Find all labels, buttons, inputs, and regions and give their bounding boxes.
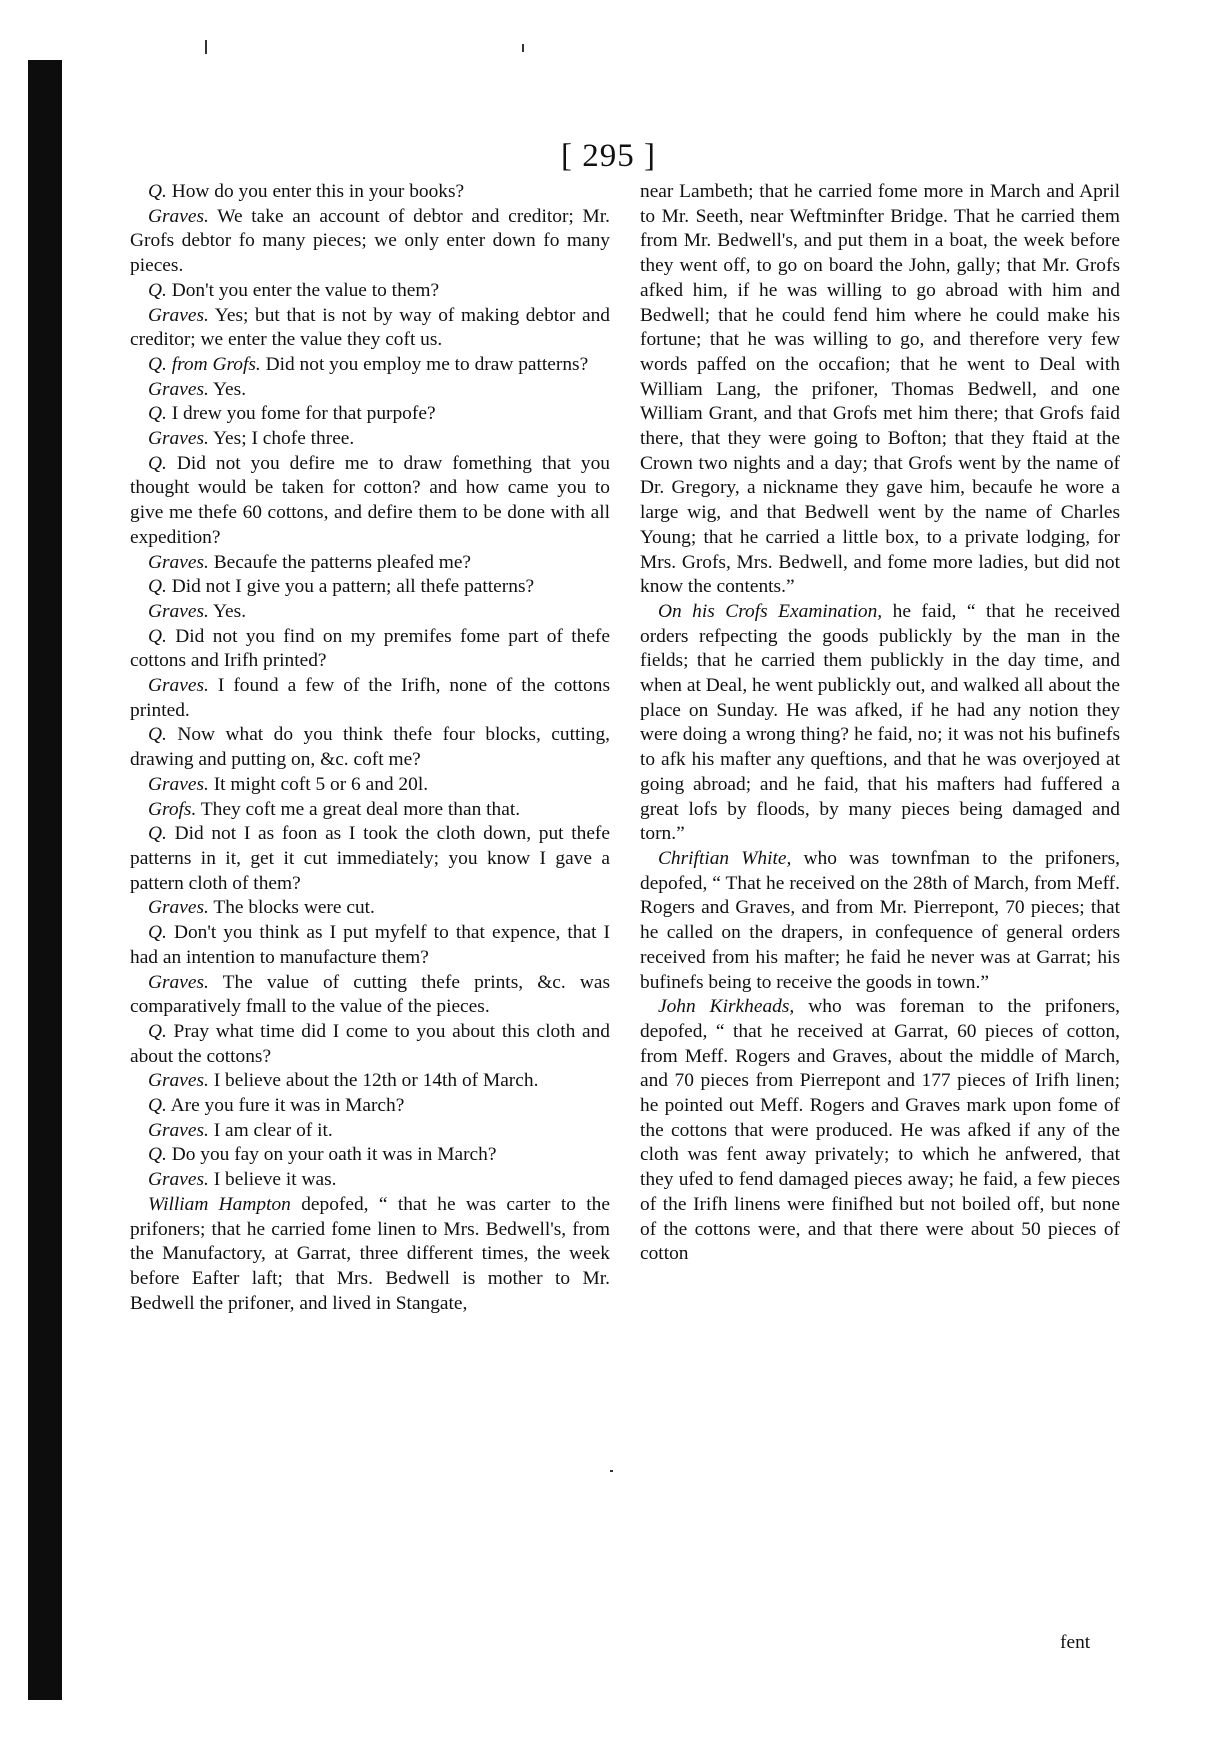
paragraph-text: Did not I give you a pattern; all thefe patterns? — [171, 576, 535, 598]
speaker-label: Graves. — [148, 1169, 209, 1191]
paragraph-text: Yes. — [213, 378, 247, 400]
speaker-label: Q. from Grofs. — [148, 353, 261, 375]
paragraph — [130, 353, 610, 378]
paragraph-text: depofed, “ that he was carter to the prifoners; that he carried fome linen to Mrs. Bedwell's, from the Manufactory, at Garrat, three different times, the week before Eafter laft; that Mrs. Bedwell is mother to Mr. Bedwell the prifoner, and lived in Stangate, — [130, 1193, 610, 1314]
paragraph — [130, 1020, 610, 1069]
speaker-label: Q. — [148, 576, 167, 598]
paragraph — [130, 304, 610, 353]
speaker-label: Q. — [148, 279, 167, 301]
speaker-label: Q. — [148, 922, 167, 944]
paragraph — [130, 1143, 610, 1168]
speaker-label: Q. — [148, 823, 167, 845]
speaker-label: Q. — [148, 1095, 167, 1117]
speaker-label: On his Crofs Examination, — [658, 600, 883, 622]
paragraph-text: I drew you fome for that purpofe? — [171, 403, 436, 425]
speaker-label: Chriftian White, — [658, 847, 792, 869]
speaker-label: Q. — [148, 724, 167, 746]
paragraph — [130, 427, 610, 452]
speaker-label: Graves. — [148, 205, 209, 227]
paragraph — [130, 921, 610, 970]
speaker-label: Graves. — [148, 675, 209, 697]
speaker-label: Graves. — [148, 304, 209, 326]
paragraph — [130, 674, 610, 723]
book-binding-edge — [28, 60, 62, 1700]
paragraph — [130, 279, 610, 304]
speaker-label: Q. — [148, 625, 167, 647]
speaker-label: Q. — [148, 1020, 167, 1042]
paragraph — [640, 180, 1120, 600]
speaker-label: Graves. — [148, 773, 209, 795]
paragraph-text: he faid, “ that he received orders refpecting the goods publickly by the man in the fields; that he carried them publickly in the day time, and when at Deal, he went publickly out, and walked all about the place on Sunday. He was afked, if he had any notion they were doing a wrong thing? he faid, no; it was not his bufinefs to afk his mafter any queftions, and that he was overjoyed at going abroad; and he faid, that his mafters had fuffered a great lofs by floods, by many pieces being damaged and torn.” — [640, 600, 1120, 845]
paragraph — [640, 847, 1120, 995]
paragraph — [130, 896, 610, 921]
paragraph-text: I am clear of it. — [213, 1119, 333, 1141]
paragraph — [130, 180, 610, 205]
paragraph — [130, 575, 610, 600]
paragraph-text: The value of cutting thefe prints, &c. was comparatively fmall to the value of the pieces. — [130, 971, 610, 1018]
speaker-label: William Hampton — [148, 1193, 291, 1215]
speaker-label: Q. — [148, 403, 167, 425]
paragraph-text: We take an account of debtor and creditor; Mr. Grofs debtor fo many pieces; we only enter down fo many pieces. — [130, 205, 611, 277]
speaker-label: Graves. — [148, 971, 209, 993]
right-column — [640, 180, 1120, 1267]
paragraph — [130, 971, 610, 1020]
paragraph — [130, 822, 610, 896]
paragraph-text: Don't you enter the value to them? — [171, 279, 440, 301]
paragraph-text: Pray what time did I come to you about this cloth and about the cottons? — [130, 1020, 610, 1067]
binding-mark — [34, 64, 46, 74]
paragraph-text: I believe about the 12th or 14th of March. — [213, 1070, 539, 1092]
paragraph-text: Did not you employ me to draw patterns? — [265, 353, 589, 375]
paragraph — [130, 1119, 610, 1144]
paragraph-text: How do you enter this in your books? — [171, 181, 465, 202]
paragraph-text: The blocks were cut. — [213, 897, 375, 919]
speaker-label: Q. — [148, 1144, 167, 1166]
speaker-label: John Kirkheads, — [658, 996, 795, 1018]
speaker-label: Graves. — [148, 1070, 209, 1092]
scan-speck — [522, 44, 524, 52]
speaker-label: Grofs. — [148, 798, 197, 820]
speaker-label: Graves. — [148, 551, 209, 573]
paragraph-text: who was townfman to the prifoners, depofed, “ That he received on the 28th of March, from Meff. Rogers and Graves, and from Mr. Pierrepont, 70 pieces; that he called on the drapers, in confequence of general orders received from his mafter; he faid he never was at Garrat; his bufinefs being to receive the goods in town.” — [640, 847, 1121, 993]
paragraph — [130, 798, 610, 823]
paragraph-text: Are you fure it was in March? — [170, 1095, 405, 1117]
catchword: fent — [1060, 1632, 1091, 1653]
paragraph — [130, 600, 610, 625]
paragraph — [130, 378, 610, 403]
paragraph-text: Yes; I chofe three. — [213, 428, 355, 450]
paragraph-text: I believe it was. — [213, 1169, 337, 1191]
scan-speck — [205, 40, 207, 54]
paragraph-text: near Lambeth; that he carried fome more in March and April to Mr. Seeth, near Weftminfter Bridge. That he carried them from Mr. Bedwell's, and put them in a boat, the week before they went off, to go on board the John, gally; that Mr. Grofs afked him, if he was willing to go abroad with him and Bedwell; that he could fend him where he could make his fortune; that he was willing to go, and therefore very few words paffed on the occafion; that he went to Deal with William Lang, the prifoner, Thomas Bedwell, and one William Grant, and that Grofs met him there; that Grofs faid there, that they were going to Bofton; that they ftaid at the Crown two nights and a day; that Grofs went by the name of Dr. Gregory, a nickname they gave him, becaufe he wore a large wig, and that Bedwell went by the name of Charles Young; that he carried a little box, to a private lodging, for Mrs. Grofs, Mrs. Bedwell, and fome more ladies, but did not know the contents.” — [640, 181, 1120, 598]
paragraph — [640, 600, 1120, 847]
paragraph — [130, 1094, 610, 1119]
speaker-label: Graves. — [148, 600, 209, 622]
paragraph — [130, 625, 610, 674]
paragraph — [130, 723, 610, 772]
speaker-label: Graves. — [148, 428, 209, 450]
speaker-label: Q. — [148, 181, 167, 202]
speaker-label: Graves. — [148, 1119, 209, 1141]
paragraph — [130, 402, 610, 427]
paragraph-text: I found a few of the Irifh, none of the cottons printed. — [130, 675, 610, 721]
paragraph-text: Becaufe the patterns pleafed me? — [213, 551, 472, 573]
paragraph-text: Don't you think as I put myfelf to that expence, that I had an intention to manufacture them? — [130, 922, 610, 968]
paragraph-text: Yes. — [213, 600, 247, 622]
paragraph — [640, 995, 1120, 1267]
paragraph — [130, 1168, 610, 1193]
scan-speck — [610, 1470, 613, 1472]
speaker-label: Graves. — [148, 378, 209, 400]
paragraph-text: Did not you defire me to draw fomething that you thought would be taken for cotton? and how came you to give me thefe 60 cottons, and defire them to be done with all expedition? — [130, 452, 610, 548]
left-column — [130, 180, 610, 1316]
paragraph — [130, 551, 610, 576]
paragraph — [130, 1069, 610, 1094]
speaker-label: Q. — [148, 452, 167, 474]
paragraph-text: Did not you find on my premifes fome part of thefe cottons and Irifh printed? — [130, 625, 610, 672]
paragraph-text: Now what do you think thefe four blocks, cutting, drawing and putting on, &c. coft me? — [130, 724, 610, 771]
paragraph-text: Yes; but that is not by way of making debtor and creditor; we enter the value they coft us. — [130, 304, 610, 351]
paragraph-text: It might coft 5 or 6 and 20l. — [213, 773, 429, 795]
page-number: [ 295 ] — [561, 138, 656, 174]
paragraph-text: Do you fay on your oath it was in March? — [171, 1144, 497, 1166]
paragraph-text: who was foreman to the prifoners, depofed, “ that he received at Garrat, 60 pieces of cotton, from Meff. Rogers and Graves, about the middle of March, and 70 pieces from Pierrepont and 177 pieces of Irifh linen; he pointed out Meff. Rogers and Graves mark upon fome of the cottons that were produced. He was afked if any of the cloth was fent away privately; to which he anfwered, that they ufed to fend damaged pieces away; he faid, a few pieces of the Irifh linens were finifhed but not boiled off, but none of the cottons were, and that there were about 50 pieces of cotton — [640, 996, 1120, 1265]
paragraph-text: They coft me a great deal more than that. — [200, 798, 521, 820]
paragraph — [130, 205, 610, 279]
paragraph — [130, 773, 610, 798]
paragraph-text: Did not I as foon as I took the cloth down, put thefe patterns in it, get it cut immediately; you know I gave a pattern cloth of them? — [130, 823, 610, 894]
paragraph — [130, 1193, 610, 1317]
speaker-label: Graves. — [148, 897, 209, 919]
paragraph — [130, 452, 610, 551]
